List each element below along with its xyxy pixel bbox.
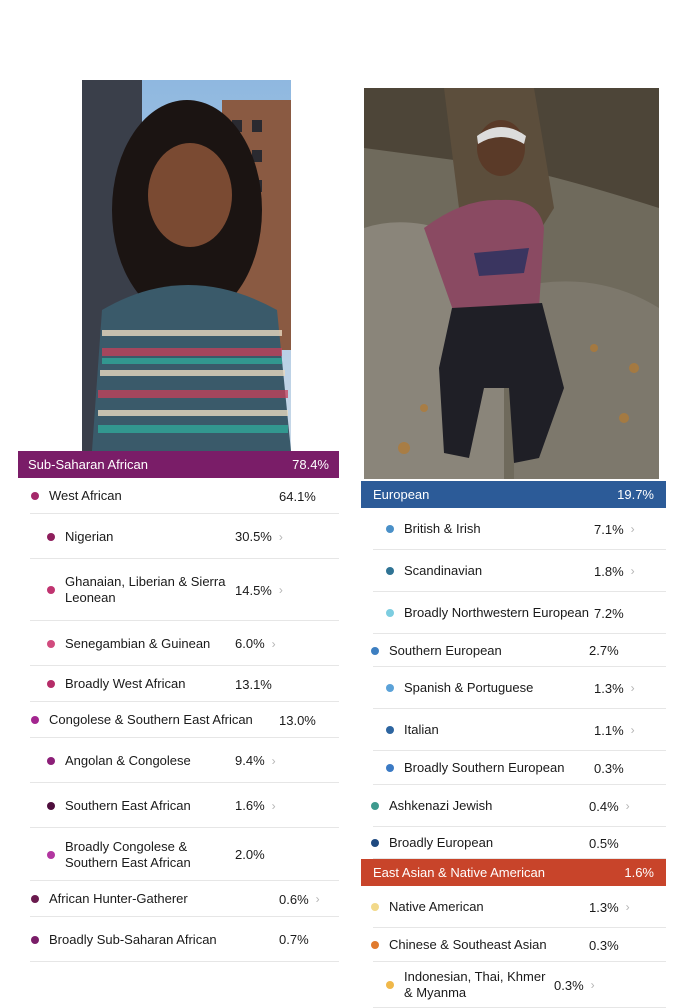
ancestry-label: West African bbox=[49, 488, 122, 503]
ancestry-percent: 0.7% bbox=[279, 932, 309, 947]
ancestry-row bbox=[18, 917, 339, 962]
ancestry-percent: 64.1% bbox=[279, 488, 316, 504]
chevron-right-icon: › bbox=[278, 529, 283, 544]
ancestry-row bbox=[361, 634, 666, 667]
ancestry-row bbox=[361, 827, 666, 859]
color-dot-icon bbox=[31, 936, 39, 944]
color-dot-icon bbox=[386, 567, 394, 575]
ancestry-label: Congolese & Southern East African bbox=[49, 712, 253, 727]
color-dot-icon bbox=[386, 525, 394, 533]
color-dot-icon bbox=[47, 851, 55, 859]
ancestry-label: British & Irish bbox=[404, 521, 481, 536]
color-dot-icon bbox=[371, 802, 379, 810]
ancestry-percent: 7.2% bbox=[594, 605, 624, 621]
ancestry-label: Broadly Congolese & Southern East African bbox=[65, 838, 191, 870]
ancestry-percent: 0.5% bbox=[589, 835, 619, 851]
ancestry-label: Spanish & Portuguese bbox=[404, 680, 534, 695]
ancestry-row bbox=[18, 478, 339, 514]
chevron-right-icon: › bbox=[630, 723, 635, 737]
category-header-east-asian-native-american[interactable] bbox=[361, 859, 666, 886]
ancestry-percent: 30.5% bbox=[235, 529, 272, 544]
category-label: Sub-Saharan African bbox=[28, 457, 148, 472]
chevron-right-icon: › bbox=[271, 753, 276, 768]
category-label: East Asian & Native American bbox=[373, 865, 545, 880]
ancestry-row[interactable] bbox=[361, 886, 666, 928]
ancestry-row[interactable] bbox=[361, 709, 666, 751]
left-rows bbox=[18, 478, 339, 962]
ancestry-row[interactable] bbox=[361, 550, 666, 592]
ancestry-row[interactable] bbox=[18, 783, 339, 828]
ancestry-percent: 1.6% bbox=[235, 798, 265, 813]
ancestry-percent: 1.3% bbox=[589, 899, 619, 915]
ancestry-label: Southern European bbox=[389, 642, 502, 658]
ancestry-percent: 14.5% bbox=[235, 582, 272, 598]
color-dot-icon bbox=[386, 684, 394, 692]
ancestry-percent: 0.3% bbox=[594, 760, 624, 776]
color-dot-icon bbox=[386, 726, 394, 734]
ancestry-label: African Hunter-Gatherer bbox=[49, 891, 188, 906]
ancestry-label: Ashkenazi Jewish bbox=[389, 798, 493, 813]
ancestry-label: Nigerian bbox=[65, 528, 114, 544]
ancestry-label: Chinese & Southeast Asian bbox=[389, 937, 547, 952]
chevron-right-icon: › bbox=[315, 892, 320, 906]
color-dot-icon bbox=[386, 981, 394, 989]
chevron-right-icon: › bbox=[271, 636, 276, 651]
ancestry-label: Indonesian, Thai, Khmer & Myanma bbox=[404, 969, 546, 1000]
color-dot-icon bbox=[31, 492, 39, 500]
ancestry-row bbox=[18, 828, 339, 881]
ancestry-percent: 1.1% bbox=[594, 722, 624, 738]
color-dot-icon bbox=[47, 533, 55, 541]
chevron-right-icon: › bbox=[630, 564, 635, 578]
ancestry-percent: 13.1% bbox=[235, 676, 272, 692]
category-percent: 1.6% bbox=[624, 865, 654, 880]
color-dot-icon bbox=[47, 586, 55, 594]
ancestry-row[interactable] bbox=[18, 881, 339, 917]
ancestry-row[interactable] bbox=[361, 667, 666, 709]
ancestry-label: Broadly Sub-Saharan African bbox=[49, 931, 217, 947]
chevron-right-icon: › bbox=[630, 681, 635, 695]
ancestry-percent: 7.1% bbox=[594, 521, 624, 537]
right-rows bbox=[361, 508, 666, 859]
ancestry-row bbox=[18, 702, 339, 738]
ancestry-row bbox=[361, 928, 666, 962]
ancestry-label: Broadly European bbox=[389, 835, 494, 850]
ancestry-row bbox=[361, 592, 666, 634]
ancestry-panel-right bbox=[361, 481, 666, 1008]
ancestry-label: Native American bbox=[389, 899, 484, 914]
ancestry-label: Italian bbox=[404, 722, 439, 737]
ancestry-label: Southern East African bbox=[65, 797, 191, 813]
ancestry-row[interactable] bbox=[18, 738, 339, 783]
ancestry-row[interactable] bbox=[18, 621, 339, 666]
color-dot-icon bbox=[386, 609, 394, 617]
ancestry-row[interactable] bbox=[361, 508, 666, 550]
color-dot-icon bbox=[371, 903, 379, 911]
ancestry-row bbox=[361, 751, 666, 785]
category-label: European bbox=[373, 487, 430, 502]
ancestry-label: Scandinavian bbox=[404, 563, 483, 578]
ancestry-panel-left bbox=[18, 451, 339, 962]
photo-right bbox=[364, 88, 659, 479]
ancestry-label: Broadly Northwestern European bbox=[404, 605, 589, 620]
chevron-right-icon: › bbox=[630, 522, 635, 536]
ancestry-percent: 0.3% bbox=[554, 977, 584, 993]
color-dot-icon bbox=[371, 647, 379, 655]
ancestry-row[interactable] bbox=[361, 785, 666, 827]
category-header-sub-saharan-african[interactable] bbox=[18, 451, 339, 478]
color-dot-icon bbox=[371, 839, 379, 847]
ancestry-label: Angolan & Congolese bbox=[65, 752, 191, 768]
ancestry-row[interactable] bbox=[18, 559, 339, 621]
ancestry-percent: 0.6% bbox=[279, 891, 309, 907]
color-dot-icon bbox=[47, 680, 55, 688]
category-percent: 19.7% bbox=[617, 487, 654, 502]
ancestry-percent: 1.3% bbox=[594, 680, 624, 696]
chevron-right-icon: › bbox=[625, 900, 630, 914]
ancestry-percent: 1.8% bbox=[594, 563, 624, 579]
photo-left bbox=[82, 80, 291, 451]
ancestry-percent: 2.0% bbox=[235, 847, 265, 862]
color-dot-icon bbox=[31, 716, 39, 724]
chevron-right-icon: › bbox=[271, 798, 276, 813]
row-divider bbox=[30, 961, 339, 962]
chevron-right-icon: › bbox=[278, 583, 283, 597]
color-dot-icon bbox=[371, 941, 379, 949]
ancestry-label: Broadly Southern European bbox=[404, 760, 565, 775]
chevron-right-icon: › bbox=[590, 978, 595, 992]
chevron-right-icon: › bbox=[625, 799, 630, 813]
color-dot-icon bbox=[47, 640, 55, 648]
ancestry-percent: 13.0% bbox=[279, 712, 316, 728]
color-dot-icon bbox=[31, 895, 39, 903]
ancestry-percent: 0.4% bbox=[589, 798, 619, 814]
right-sub-rows bbox=[361, 886, 666, 1008]
color-dot-icon bbox=[47, 757, 55, 765]
ancestry-percent: 9.4% bbox=[235, 753, 265, 768]
category-header-european[interactable] bbox=[361, 481, 666, 508]
ancestry-percent: 6.0% bbox=[235, 636, 265, 651]
ancestry-percent: 0.3% bbox=[589, 937, 619, 953]
ancestry-percent: 2.7% bbox=[589, 643, 619, 658]
ancestry-label: Ghanaian, Liberian & Sierra Leonean bbox=[65, 574, 226, 605]
ancestry-label: Broadly West African bbox=[65, 676, 186, 691]
color-dot-icon bbox=[386, 764, 394, 772]
ancestry-row[interactable] bbox=[18, 514, 339, 559]
ancestry-row bbox=[18, 666, 339, 702]
ancestry-label: Senegambian & Guinean bbox=[65, 635, 211, 651]
ancestry-row[interactable] bbox=[361, 962, 666, 1008]
category-percent: 78.4% bbox=[292, 457, 329, 472]
color-dot-icon bbox=[47, 802, 55, 810]
row-divider bbox=[373, 858, 666, 859]
